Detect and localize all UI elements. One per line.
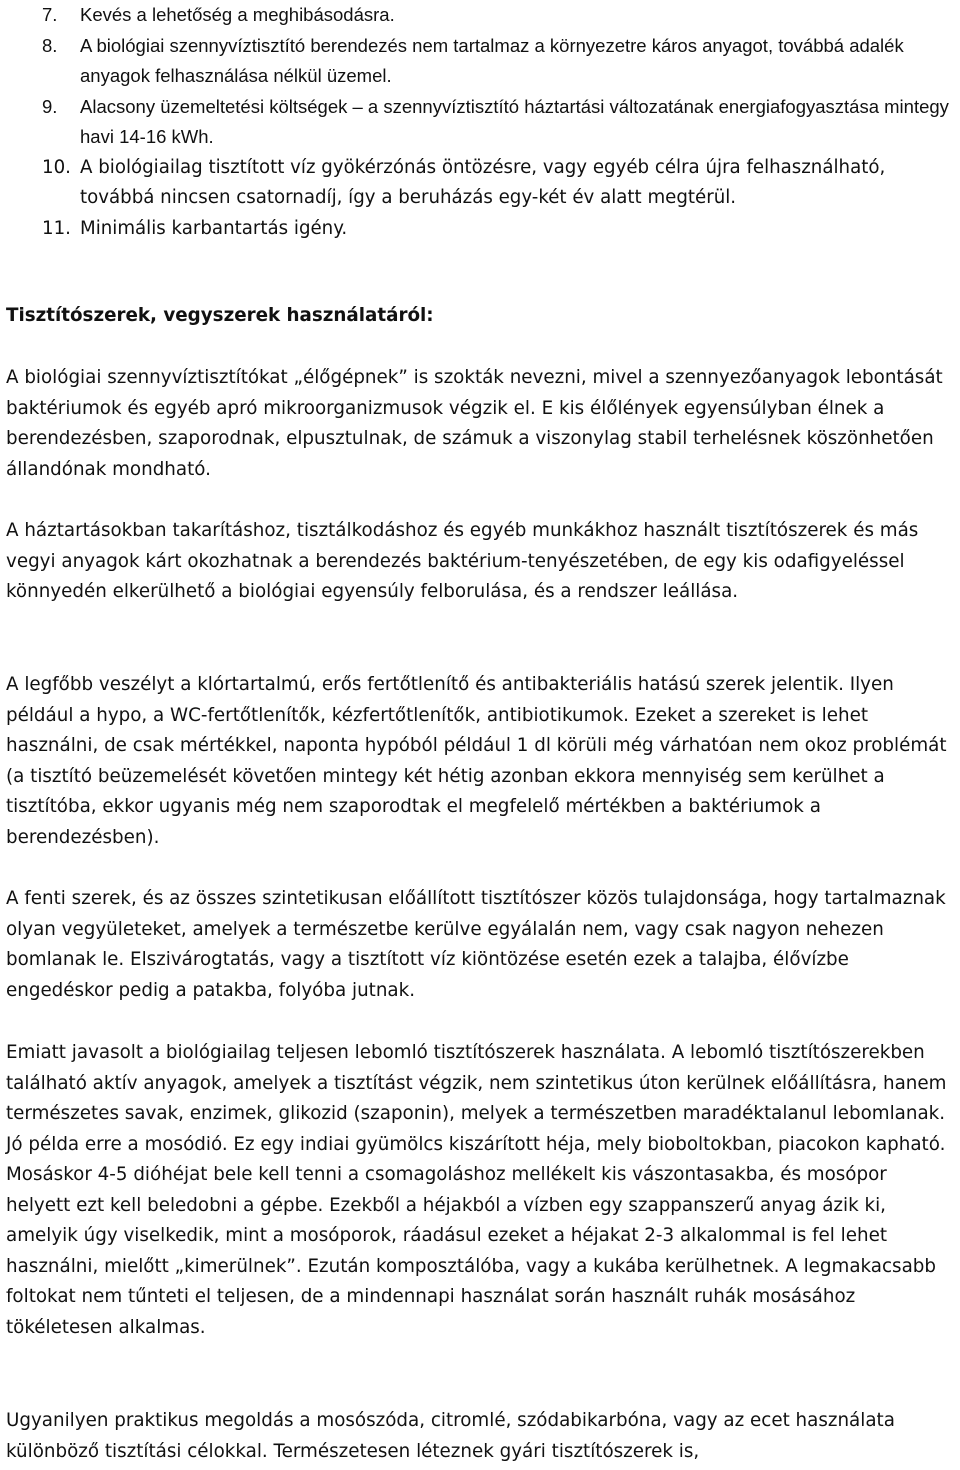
list-item-text: Kevés a lehetőség a meghibásodásra. — [80, 4, 395, 25]
list-item-text: Minimális karbantartás igény. — [80, 217, 348, 239]
list-item — [6, 214, 956, 245]
paragraph: A biológiai szennyvíztisztítókat „élőgépnek” is szokták nevezni, mivel a szennyezőanyagok lebontását baktériumok és egyéb apró mikroorganizmusok végzik el. E kis élőlények egyensúlyban élnek a berendezésben, szaporodnak, elpusztulnak, de számuk a viszonylag stabil terhelésnek köszönhetően állandónak mondható. — [6, 367, 943, 480]
document-page — [6, 0, 956, 1462]
list-item-number: 7. — [42, 4, 58, 25]
list-item — [6, 0, 956, 31]
list-item-text: A biológiailag tisztított víz gyökérzónás öntözésre, vagy egyéb célra újra felhasználható, továbbá nincsen csatornadíj, így a beruházás egy-két év alatt megtérül. — [80, 156, 886, 208]
section-heading: Tisztítószerek, vegyszerek használatáról: — [6, 305, 434, 326]
list-item — [6, 92, 956, 153]
list-item — [6, 153, 956, 214]
paragraph: Emiatt javasolt a biológiailag teljesen lebomló tisztítószerek használata. A lebomló tisztítószerekben található aktív anyagok, amelyek a tisztítást végzik, nem szintetikus úton kerülnek előállításra, hanem természetes savak, enzimek, glikozid (szaponin), melyek a természetben maradéktalanul lebomlanak. Jó példa erre a mosódió. Ez egy indiai gyümölcs kiszárított héja, mely bioboltokban, piacokon kapható. Mosáskor 4-5 dióhéjat bele kell tenni a csomagoláshoz mellékelt kis vászontasakba, és mosópor helyett ezt kell beledobni a gépbe. Ezekből a héjakból a vízben egy szappanszerű anyag ázik ki, amelyik úgy viselkedik, mint a mosóporok, ráadásul ezeket a héjakat 2-3 alkalommal is fel lehet használni, mielőtt „kimerülnek”. Ezután komposztálóba, vagy a kukába kerülhetnek. A legmakacsabb foltokat nem tűnteti el teljesen, de a mindennapi használat során használt ruhák mosásához tökéletesen alkalmas. — [6, 1042, 947, 1338]
list-item — [6, 31, 956, 92]
paragraph: A legfőbb veszélyt a klórtartalmú, erős fertőtlenítő és antibakteriális hatású szerek jelentik. Ilyen például a hypo, a WC-fertőtlenítők, kézfertőtlenítők, antibiotikumok. Ezeket a szereket is lehet használni, de csak mértékkel, naponta hypóból például 1 dl körüli még várhatóan nem okoz problémát (a tisztító beüzemelését követően mintegy két hétig azonban ekkora mennyiség sem kerülhet a tisztítóba, ekkor ugyanis még nem szaporodtak el megfelelő mértékben a baktériumok a berendezésben). — [6, 674, 947, 848]
list-item-number: 8. — [42, 34, 58, 56]
list-item-number: 11. — [42, 217, 71, 239]
paragraph: Ugyanilyen praktikus megoldás a mosószóda, citromlé, szódabikarbóna, vagy az ecet használata különböző tisztítási célokkal. Természetesen léteznek gyári tisztítószerek is, — [6, 1410, 895, 1462]
numbered-list — [6, 0, 956, 244]
list-item-number: 10. — [42, 156, 71, 178]
list-item-text: Alacsony üzemeltetési költségek – a szennyvíztisztító háztartási változatának energiafogyasztása mintegy havi 14-16 kWh. — [80, 95, 949, 147]
list-item-text: A biológiai szennyvíztisztító berendezés nem tartalmaz a környezetre káros anyagot, továbbá adalék anyagok felhasználása nélkül üzemel. — [80, 34, 904, 86]
list-item-number: 9. — [42, 95, 58, 117]
paragraph: A háztartásokban takarításhoz, tisztálkodáshoz és egyéb munkákhoz használt tisztítószerek és más vegyi anyagok kárt okozhatnak a berendezés baktérium-tenyészetében, de egy kis odafigyeléssel könnyedén elkerülhető a biológiai egyensúly felborulása, és a rendszer leállása. — [6, 520, 919, 602]
paragraph: A fenti szerek, és az összes szintetikusan előállított tisztítószer közös tulajdonsága, hogy tartalmaznak olyan vegyületeket, amelyek a természetbe kerülve egyálalán nem, vagy csak nagyon nehezen bomlanak le. Elszivárogtatás, vagy a tisztított víz kiöntözése esetén ezek a talajba, élővízbe engedéskor pedig a patakba, folyóba jutnak. — [6, 888, 946, 1001]
